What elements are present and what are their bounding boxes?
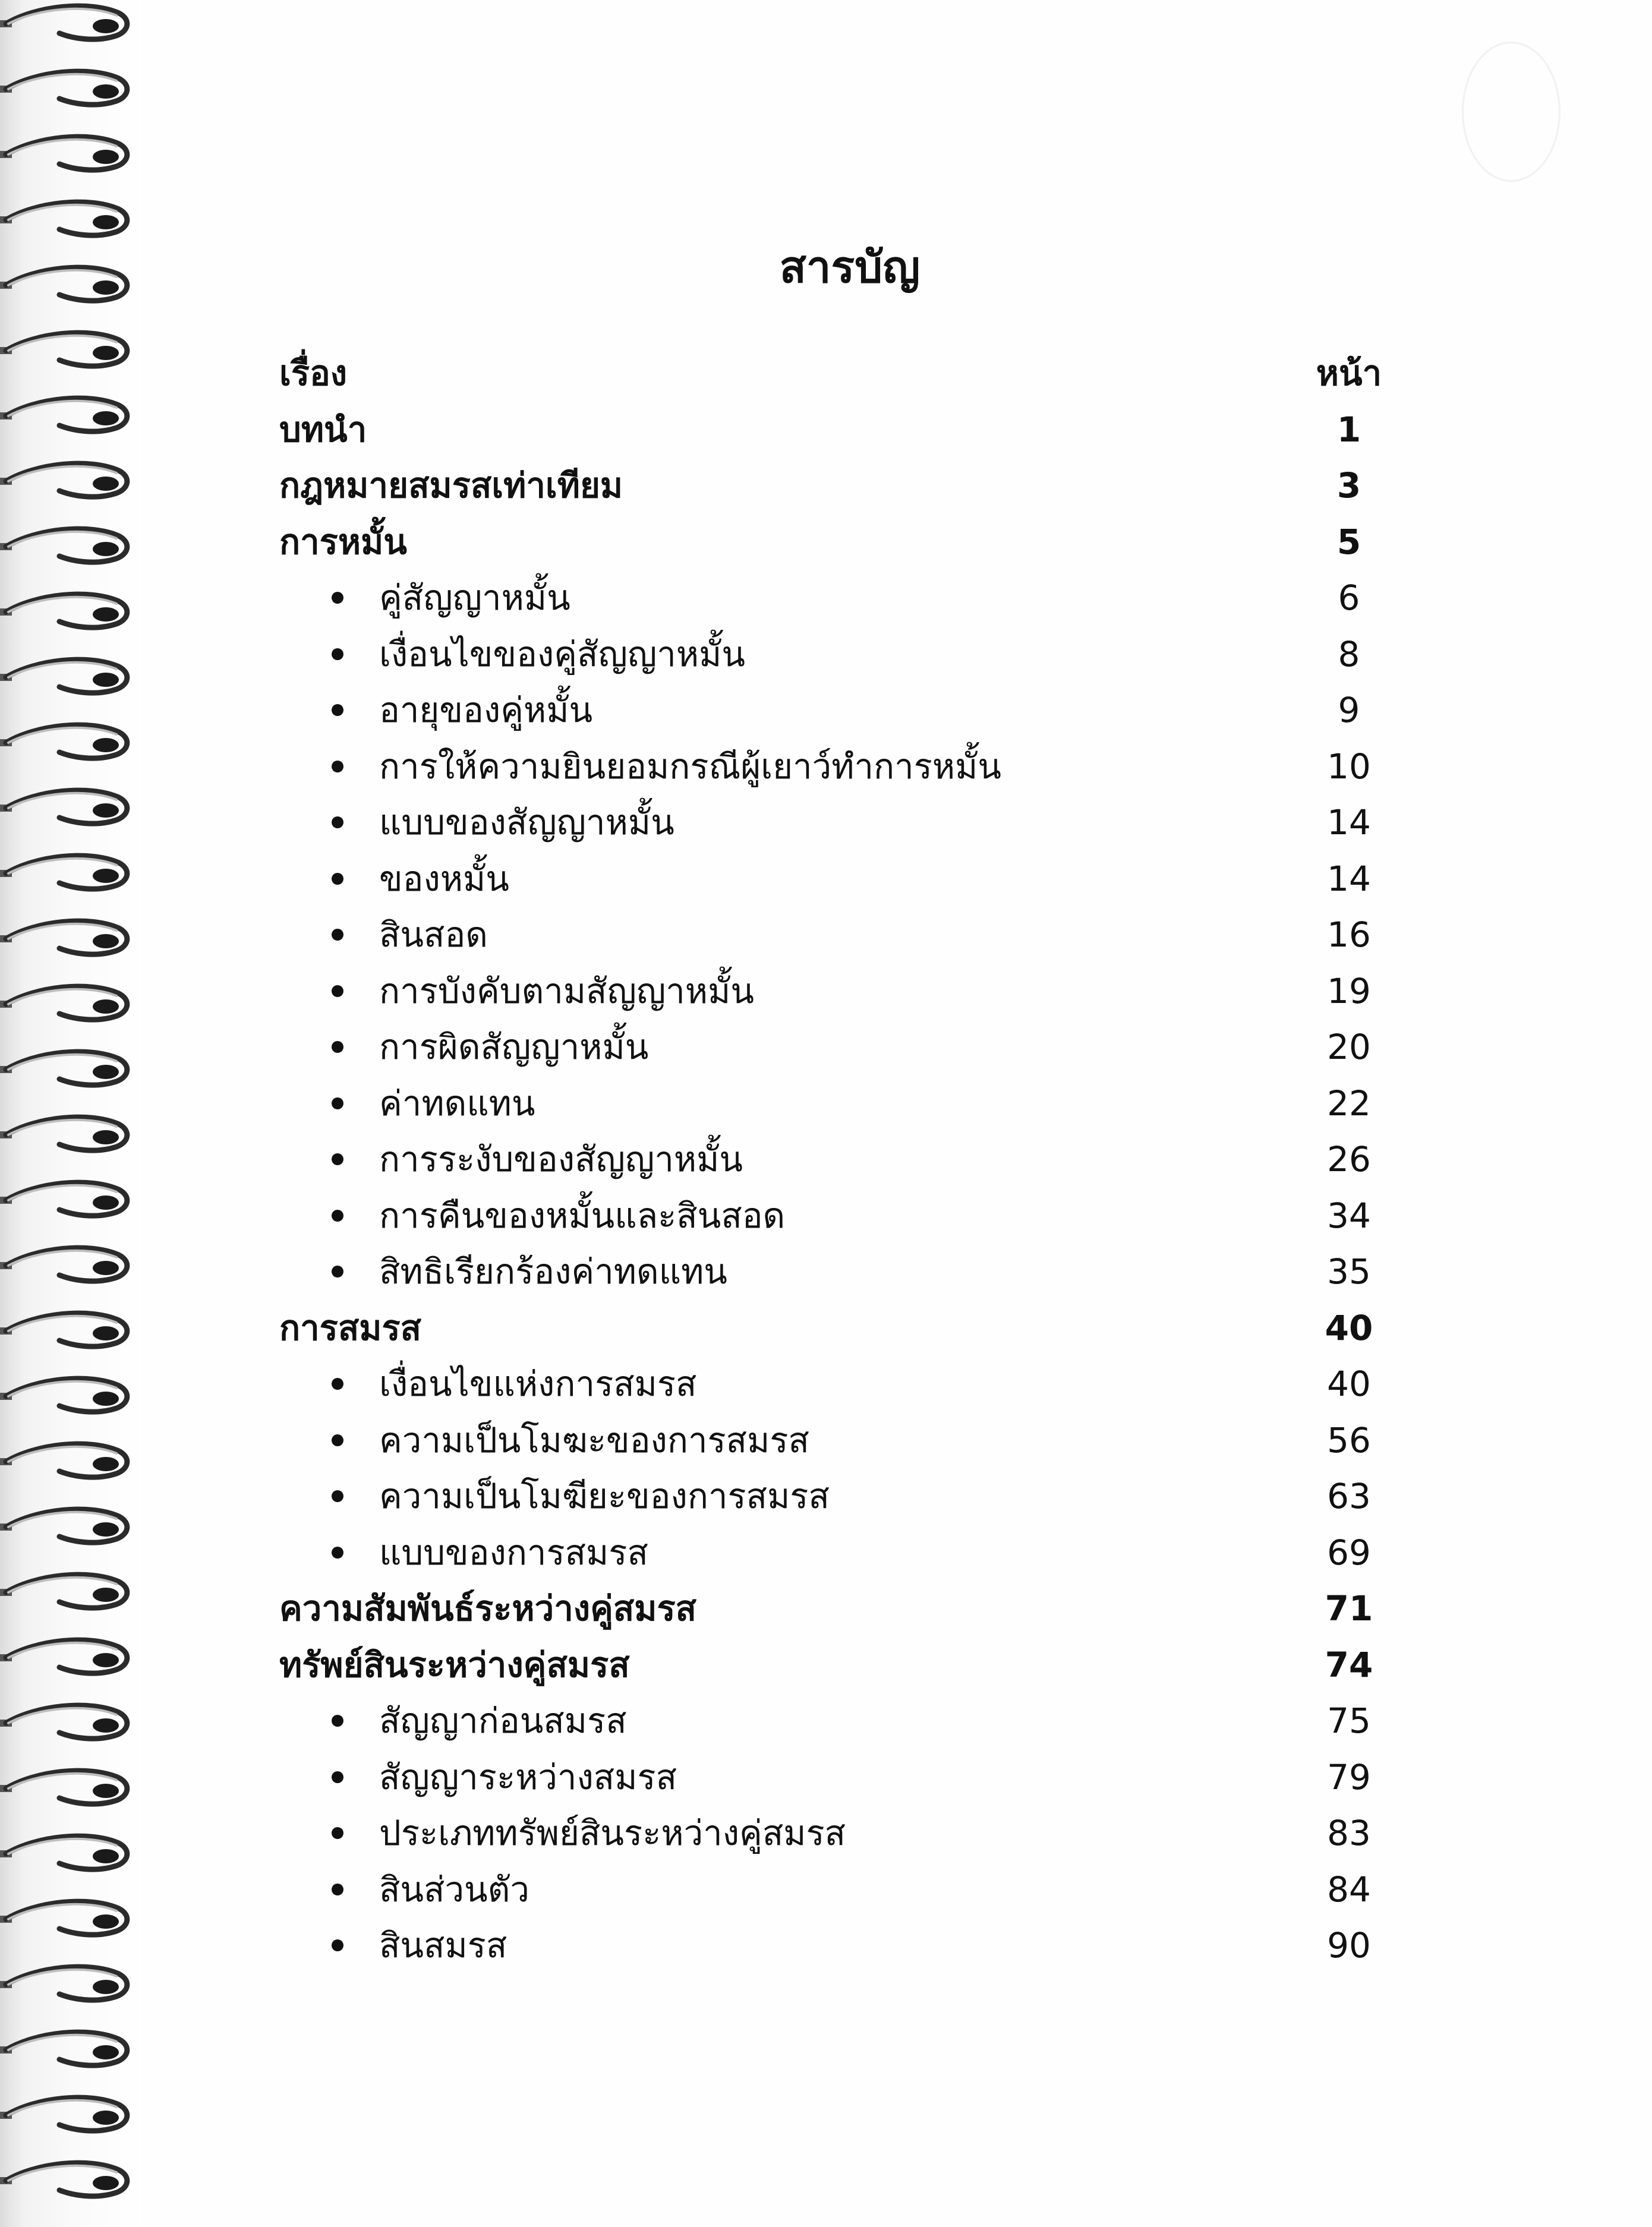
toc-section-row — [279, 738, 1408, 795]
spiral-coil — [0, 2026, 137, 2074]
spiral-coil — [0, 327, 137, 374]
toc-entry-title: การให้ความยินยอมกรณีผู้เยาว์ทำการหมั้น — [379, 746, 1002, 787]
toc-entry-page-number: 3 — [1336, 465, 1361, 506]
toc-entry-page-number: 79 — [1327, 1756, 1371, 1797]
page-title: สารบัญ — [779, 242, 920, 293]
toc-entry-title: เงื่อนไขแห่งการสมรส — [379, 1364, 697, 1404]
spiral-coil — [0, 1634, 137, 1682]
toc-entry-title: สัญญาก่อนสมรส — [379, 1701, 627, 1741]
toc-chapter-row — [279, 1580, 1408, 1637]
spiral-coil — [0, 523, 137, 570]
toc-entry-page-number: 9 — [1338, 690, 1360, 730]
spiral-coil — [0, 915, 137, 963]
toc-entry-title: ค่าทดแทน — [379, 1083, 535, 1124]
toc-header-page-label: หน้า — [1316, 353, 1382, 393]
spiral-coil — [0, 719, 137, 766]
spiral-coil — [0, 654, 137, 701]
toc-entry-page-number: 40 — [1327, 1364, 1371, 1404]
bullet-icon — [332, 1547, 343, 1559]
toc-entry-title: การบังคับตามสัญญาหมั้น — [379, 970, 754, 1011]
toc-entry-page-number: 14 — [1327, 858, 1371, 899]
bullet-icon — [332, 1939, 343, 1951]
bullet-icon — [332, 1097, 343, 1109]
spiral-coil — [0, 1961, 137, 2008]
toc-entry-title: ของหมั้น — [379, 858, 509, 899]
toc-entry-page-number: 26 — [1327, 1139, 1371, 1179]
bullet-icon — [332, 1266, 343, 1277]
toc-entry-title: การผิดสัญญาหมั้น — [379, 1027, 649, 1067]
toc-entry-page-number: 19 — [1327, 970, 1371, 1011]
toc-header-row — [279, 345, 1408, 402]
spiral-coil — [0, 850, 137, 897]
faint-emblem-watermark — [1462, 42, 1560, 182]
spiral-coil — [0, 1830, 137, 1878]
toc-entry-title: ความสัมพันธ์ระหว่างคู่สมรส — [279, 1588, 697, 1629]
spiral-coil — [0, 1307, 137, 1355]
bullet-icon — [332, 1041, 343, 1053]
spiral-coil — [0, 588, 137, 636]
toc-entry-title: แบบของการสมรส — [379, 1532, 648, 1573]
toc-chapter-row — [279, 401, 1408, 458]
toc-entry-page-number: 84 — [1327, 1869, 1371, 1910]
spiral-coil — [0, 131, 137, 178]
spiral-coil — [0, 1438, 137, 1485]
toc-entry-page-number: 22 — [1327, 1083, 1371, 1124]
toc-section-row — [279, 1355, 1408, 1412]
toc-section-row — [279, 1018, 1408, 1075]
bullet-icon — [332, 1153, 343, 1165]
spiral-coil — [0, 1373, 137, 1420]
toc-entry-title: กฎหมายสมรสเท่าเทียม — [279, 465, 623, 506]
toc-section-row — [279, 1131, 1408, 1188]
spiral-coil — [0, 1046, 137, 1093]
spiral-coil — [0, 458, 137, 505]
toc-section-row — [279, 1468, 1408, 1525]
toc-section-row — [279, 682, 1408, 739]
toc-section-row — [279, 1075, 1408, 1132]
toc-entry-page-number: 63 — [1327, 1476, 1371, 1516]
spiral-coil — [0, 1895, 137, 1943]
toc-section-row — [279, 963, 1408, 1020]
toc-chapter-row — [279, 1636, 1408, 1693]
toc-section-row — [279, 1692, 1408, 1749]
bullet-icon — [332, 985, 343, 997]
toc-section-row — [279, 1917, 1408, 1974]
bullet-icon — [332, 816, 343, 828]
bullet-icon — [332, 1715, 343, 1727]
bullet-icon — [332, 929, 343, 941]
toc-entry-title: ความเป็นโมฆะของการสมรส — [379, 1420, 809, 1461]
toc-chapter-row — [279, 457, 1408, 514]
spiral-coil — [0, 1176, 137, 1224]
bullet-icon — [332, 873, 343, 885]
toc-entry-title: สัญญาระหว่างสมรส — [379, 1756, 677, 1797]
toc-entry-page-number: 35 — [1327, 1251, 1371, 1292]
bullet-icon — [332, 1884, 343, 1895]
spiral-coil — [0, 784, 137, 832]
toc-entry-page-number: 5 — [1336, 521, 1361, 562]
toc-section-row — [279, 1749, 1408, 1806]
toc-entry-title: อายุของคู่หมั้น — [379, 690, 593, 730]
toc-entry-page-number: 6 — [1338, 578, 1360, 618]
toc-entry-title: ทรัพย์สินระหว่างคู่สมรส — [279, 1644, 630, 1685]
toc-section-row — [279, 1187, 1408, 1244]
toc-entry-page-number: 8 — [1338, 633, 1360, 674]
spiral-coil — [0, 1503, 137, 1551]
spiral-coil — [0, 980, 137, 1028]
toc-entry-page-number: 74 — [1325, 1644, 1373, 1685]
toc-entry-title: สินสอด — [379, 914, 488, 955]
toc-entry-title: การสมรส — [279, 1307, 422, 1348]
toc-section-row — [279, 906, 1408, 963]
toc-entry-title: การคืนของหมั้นและสินสอด — [379, 1195, 786, 1236]
bullet-icon — [332, 1490, 343, 1502]
toc-section-row — [279, 1805, 1408, 1862]
spiral-coil — [0, 196, 137, 244]
spiral-coil — [0, 1111, 137, 1159]
toc-entry-title: เงื่อนไขของคู่สัญญาหมั้น — [379, 633, 745, 674]
bullet-icon — [332, 1771, 343, 1783]
toc-entry-title: แบบของสัญญาหมั้น — [379, 802, 674, 843]
toc-entry-page-number: 75 — [1327, 1701, 1371, 1741]
bullet-icon — [332, 1210, 343, 1222]
toc-section-row — [279, 850, 1408, 907]
toc-entry-page-number: 34 — [1327, 1195, 1371, 1236]
toc-chapter-row — [279, 1299, 1408, 1357]
toc-entry-page-number: 10 — [1327, 746, 1371, 787]
spiral-coil — [0, 1569, 137, 1616]
toc-entry-page-number: 56 — [1327, 1420, 1371, 1461]
toc-entry-page-number: 83 — [1327, 1813, 1371, 1853]
toc-entry-title: สินส่วนตัว — [379, 1869, 529, 1910]
spiral-coil — [0, 2092, 137, 2139]
toc-section-row — [279, 1861, 1408, 1918]
spiral-coil — [0, 0, 137, 48]
toc-entry-page-number: 71 — [1325, 1588, 1373, 1629]
toc-entry-title: บทนำ — [279, 409, 367, 450]
spiral-coil — [0, 1765, 137, 1812]
toc-section-row — [279, 1243, 1408, 1300]
bullet-icon — [332, 1827, 343, 1839]
toc-section-row — [279, 794, 1408, 851]
toc-entry-page-number: 40 — [1325, 1307, 1373, 1348]
toc-entry-page-number: 90 — [1327, 1925, 1371, 1966]
toc-entry-page-number: 16 — [1327, 914, 1371, 955]
spiral-coil — [0, 1242, 137, 1289]
spiral-coil — [0, 2157, 137, 2204]
bullet-icon — [332, 704, 343, 716]
spiral-coil — [0, 392, 137, 440]
bullet-icon — [332, 592, 343, 604]
toc-section-row — [279, 569, 1408, 626]
toc-entry-title: สินสมรส — [379, 1925, 507, 1966]
toc-entry-title: การระงับของสัญญาหมั้น — [379, 1139, 743, 1179]
spiral-coil — [0, 261, 137, 309]
spiral-coil — [0, 1699, 137, 1747]
spiral-coil — [0, 65, 137, 113]
toc-header-topic-label: เรื่อง — [279, 353, 348, 393]
bullet-icon — [332, 1378, 343, 1390]
toc-entry-title: การหมั้น — [279, 521, 407, 562]
bullet-icon — [332, 1434, 343, 1446]
toc-entry-title: สิทธิเรียกร้องค่าทดแทน — [379, 1251, 727, 1292]
toc-section-row — [279, 1412, 1408, 1469]
toc-section-row — [279, 1524, 1408, 1581]
bullet-icon — [332, 648, 343, 660]
toc-section-row — [279, 626, 1408, 683]
bullet-icon — [332, 761, 343, 772]
toc-entry-page-number: 14 — [1327, 802, 1371, 843]
toc-entry-title: ความเป็นโมฆียะของการสมรส — [379, 1476, 830, 1516]
toc-chapter-row — [279, 513, 1408, 570]
toc-entry-title: ประเภททรัพย์สินระหว่างคู่สมรส — [379, 1813, 846, 1853]
spiral-binding — [0, 0, 143, 2227]
toc-entry-page-number: 20 — [1327, 1027, 1371, 1067]
toc-entry-page-number: 69 — [1327, 1532, 1371, 1573]
toc-entry-title: คู่สัญญาหมั้น — [379, 578, 570, 618]
toc-entry-page-number: 1 — [1336, 409, 1361, 450]
